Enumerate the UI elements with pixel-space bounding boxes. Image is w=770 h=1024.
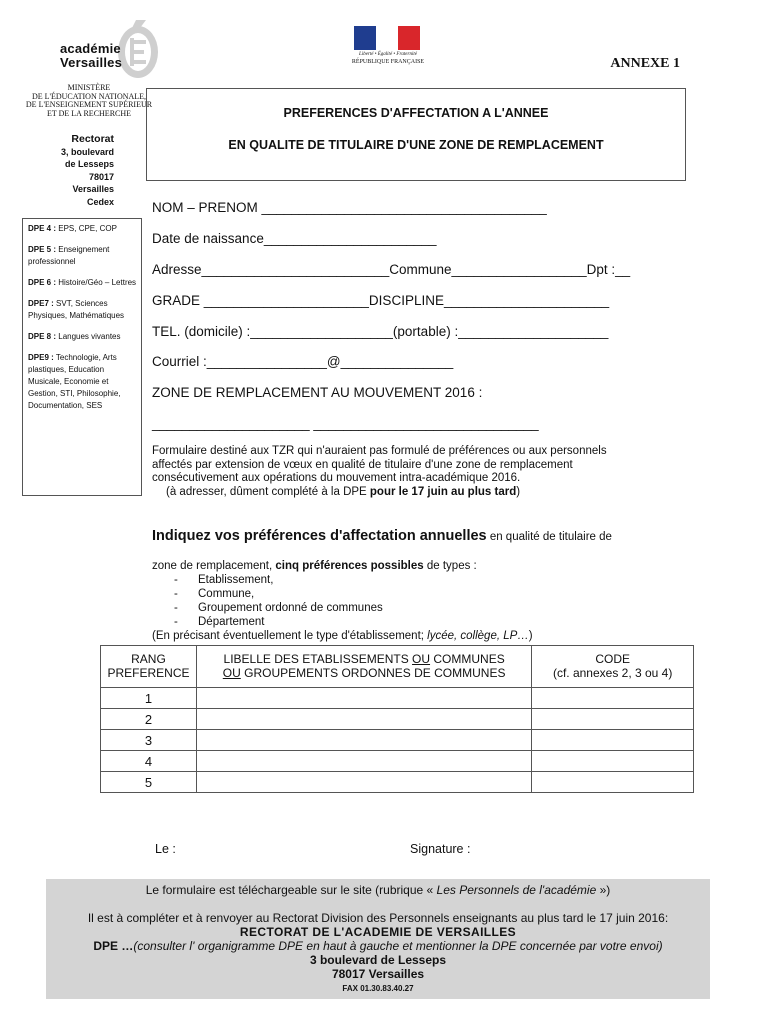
footer-city-line: 78017 Versailles — [331, 967, 425, 981]
rf-motto: Liberté • Égalité • Fraternité — [359, 52, 417, 57]
zone-remplacement-label: ZONE DE REMPLACEMENT AU MOUVEMENT 2016 : — [152, 385, 483, 400]
intro-line: Formulaire destiné aux TZR qui n'auraient pas formulé de préférences ou aux personnels — [152, 445, 607, 457]
date-naissance-field[interactable]: Date de naissance_______________________ — [152, 231, 437, 246]
list-item: - Groupement ordonné de communes — [174, 602, 383, 614]
footer-download-line: Le formulaire est téléchargeable sur le site (rubrique « Les Personnels de l'académie ») — [145, 883, 611, 897]
nom-prenom-field[interactable]: NOM – PRENOM ______________________________________ — [152, 200, 547, 215]
preferences-note: (En précisant éventuellement le type d'établissement; lycée, collège, LP…) — [152, 630, 533, 642]
rf-name: RÉPUBLIQUE FRANÇAISE — [351, 59, 425, 65]
date-label: Le : — [155, 842, 176, 856]
dpe-box — [22, 218, 142, 496]
list-item: - Commune, — [174, 588, 255, 600]
preferences-heading: Indiquez vos préférences d'affectation annuelles en qualité de titulaire de — [152, 528, 612, 544]
preferences-heading-bold: Indiquez vos préférences d'affectation annuelles — [152, 528, 487, 544]
col-libelle-header: LIBELLE DES ETABLISSEMENTS OU COMMUNES OU GROUPEMENTS ORDONNES DE COMMUNES — [196, 646, 531, 688]
libelle-cell[interactable] — [196, 751, 531, 772]
preferences-table — [100, 645, 694, 793]
title-line1: PREFERENCES D'AFFECTATION A L'ANNEE — [283, 106, 549, 120]
footer-fax-line: FAX 01.30.83.40.27 — [342, 984, 414, 993]
table-row — [101, 772, 694, 793]
code-cell[interactable] — [532, 730, 694, 751]
code-cell[interactable] — [532, 709, 694, 730]
zone-remplacement-field[interactable]: _____________________ ______________________________ — [152, 416, 539, 431]
col-rang-header: RANG PREFERENCE — [101, 646, 197, 688]
courriel-field[interactable]: Courriel :________________@_______________ — [152, 354, 454, 369]
academie-logo — [40, 18, 160, 88]
rectorat-line: Versailles — [72, 184, 114, 194]
table-row — [101, 709, 694, 730]
adresse-field[interactable]: Adresse_________________________Commune__________________Dpt :__ — [152, 262, 631, 277]
flag-white — [376, 26, 398, 50]
rank-cell: 4 — [101, 751, 197, 772]
ministere-line: DE L'ÉDUCATION NATIONALE, — [31, 91, 147, 101]
footer-address-line: 3 boulevard de Lesseps — [309, 953, 447, 967]
table-row — [101, 688, 694, 709]
footer-box — [46, 879, 710, 999]
flag-blue — [354, 26, 376, 50]
title-line2: EN QUALITE DE TITULAIRE D'UNE ZONE DE REMPLACEMENT — [228, 138, 604, 152]
dpe-item: DPE 5 : Enseignement professionnel — [28, 245, 110, 266]
republique-logo — [350, 26, 426, 68]
ministere-line: ET DE LA RECHERCHE — [46, 108, 132, 118]
rank-cell: 5 — [101, 772, 197, 793]
rectorat-line: 78017 — [88, 171, 114, 182]
footer-instruction-line: Il est à compléter et à renvoyer au Rectorat Division des Personnels enseignants au plus tard le 17 juin 2016: — [87, 911, 669, 925]
rank-cell: 1 — [101, 688, 197, 709]
academie-line2: Versailles — [60, 55, 122, 70]
ministere-line: DE L'ENSEIGNEMENT SUPÉRIEUR — [25, 100, 153, 109]
dpe-item: DPE9 : Technologie, Arts plastiques, Education Musicale, Economie et Gestion, STI, Philosophie, Documentation, SES — [28, 353, 121, 410]
telephone-field[interactable]: TEL. (domicile) :___________________(portable) :____________________ — [152, 324, 609, 339]
intro-line: (à adresser, dûment complété à la DPE pour le 17 juin au plus tard) — [166, 485, 521, 498]
intro-line: affectés par extension de vœux en qualité de titulaire d'une zone de remplacement — [152, 458, 573, 471]
dpe-item: DPE 8 : Langues vivantes — [28, 332, 121, 341]
table-header-row — [101, 646, 694, 688]
footer-rectorat-line: RECTORAT DE L'ACADEMIE DE VERSAILLES — [239, 925, 517, 939]
dpe-item: DPE 6 : Histoire/Géo – Lettres — [28, 278, 137, 287]
libelle-cell[interactable] — [196, 709, 531, 730]
footer-dpe-line: DPE …(consulter l' organigramme DPE en haut à gauche et mentionner la DPE concernée par votre envoi) — [93, 939, 663, 953]
grade-discipline-field[interactable]: GRADE ______________________DISCIPLINE______________________ — [152, 293, 610, 308]
french-flag-icon — [354, 26, 420, 50]
academie-e-icon — [116, 18, 160, 80]
rectorat-line: 3, boulevard — [60, 146, 114, 157]
preferences-line2: zone de remplacement, cinq préférences possibles de types : — [152, 560, 477, 572]
libelle-cell[interactable] — [196, 688, 531, 709]
code-cell[interactable] — [532, 688, 694, 709]
col-code-header: CODE (cf. annexes 2, 3 ou 4) — [532, 646, 694, 688]
rectorat-line: de Lesseps — [64, 159, 114, 169]
ministere-block — [18, 84, 160, 118]
list-item: - Etablissement, — [174, 574, 274, 586]
ministere-line: MINISTÈRE — [67, 83, 111, 92]
code-cell[interactable] — [532, 772, 694, 793]
rectorat-line: Cedex — [86, 196, 114, 207]
preferences-list — [152, 559, 682, 643]
intro-paragraph — [152, 445, 682, 499]
rectorat-title: Rectorat — [71, 133, 114, 145]
intro-line: consécutivement aux opérations du mouvement intra-académique 2016. — [152, 472, 521, 484]
libelle-cell[interactable] — [196, 772, 531, 793]
annexe-label: ANNEXE 1 — [610, 56, 680, 71]
table-row — [101, 730, 694, 751]
libelle-cell[interactable] — [196, 730, 531, 751]
list-item: - Département — [174, 616, 265, 628]
dpe-item: DPE7 : SVT, Sciences Physiques, Mathématiques — [28, 299, 125, 320]
academie-line1: académie — [60, 41, 121, 56]
rectorat-address — [30, 133, 114, 208]
signature-label: Signature : — [410, 842, 471, 856]
title-box — [146, 88, 686, 181]
rank-cell: 2 — [101, 709, 197, 730]
flag-red — [398, 26, 420, 50]
table-row — [101, 751, 694, 772]
dpe-item: DPE 4 : EPS, CPE, COP — [28, 224, 117, 233]
rank-cell: 3 — [101, 730, 197, 751]
code-cell[interactable] — [532, 751, 694, 772]
